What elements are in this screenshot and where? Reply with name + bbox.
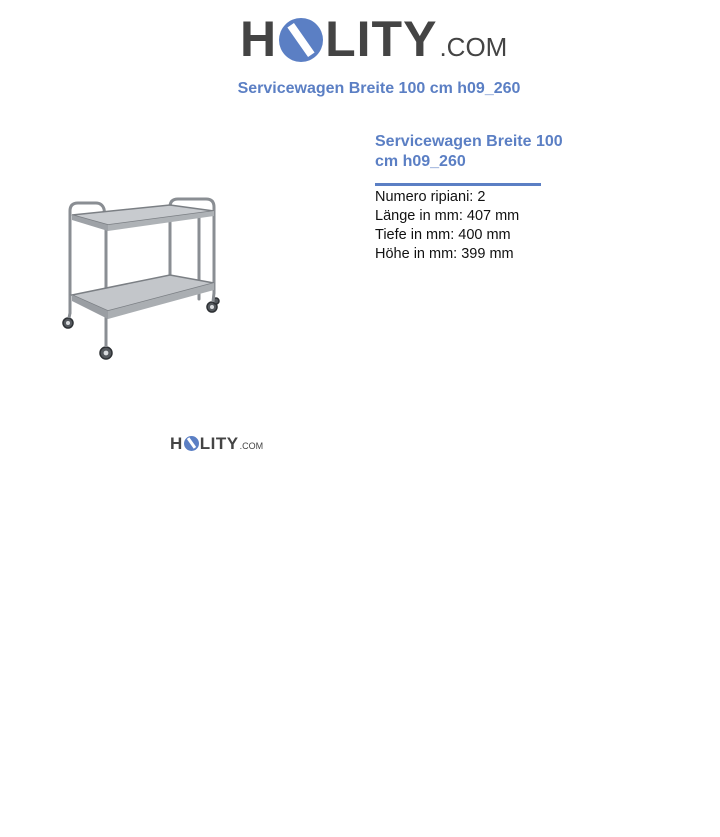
product-title: Servicewagen Breite 100 cm h09_260 — [375, 133, 563, 170]
spec-shelves: Numero ripiani: 2 — [375, 189, 486, 205]
spec-height: Höhe in mm: 399 mm — [375, 246, 514, 262]
spec-depth: Tiefe in mm: 400 mm — [375, 227, 511, 243]
brand-logo-bottom[interactable] — [170, 434, 263, 452]
logo-suffix: .COM — [439, 32, 508, 62]
product-image — [58, 195, 228, 365]
logo-suffix: .COM — [239, 441, 264, 451]
spec-length: Länge in mm: 407 mm — [375, 208, 520, 224]
title-divider — [375, 183, 541, 186]
logo-o-icon — [184, 436, 199, 451]
logo-letter-h: H — [170, 434, 183, 453]
page-heading: Servicewagen Breite 100 cm h09_260 — [237, 80, 521, 97]
logo-letters-lity: LITY — [199, 434, 239, 453]
product-info-panel — [375, 132, 575, 264]
logo-letters-lity: LITY — [325, 11, 438, 67]
logo-letter-h: H — [240, 11, 278, 67]
logo-o-icon — [279, 18, 323, 62]
brand-logo-top[interactable] — [240, 11, 508, 67]
